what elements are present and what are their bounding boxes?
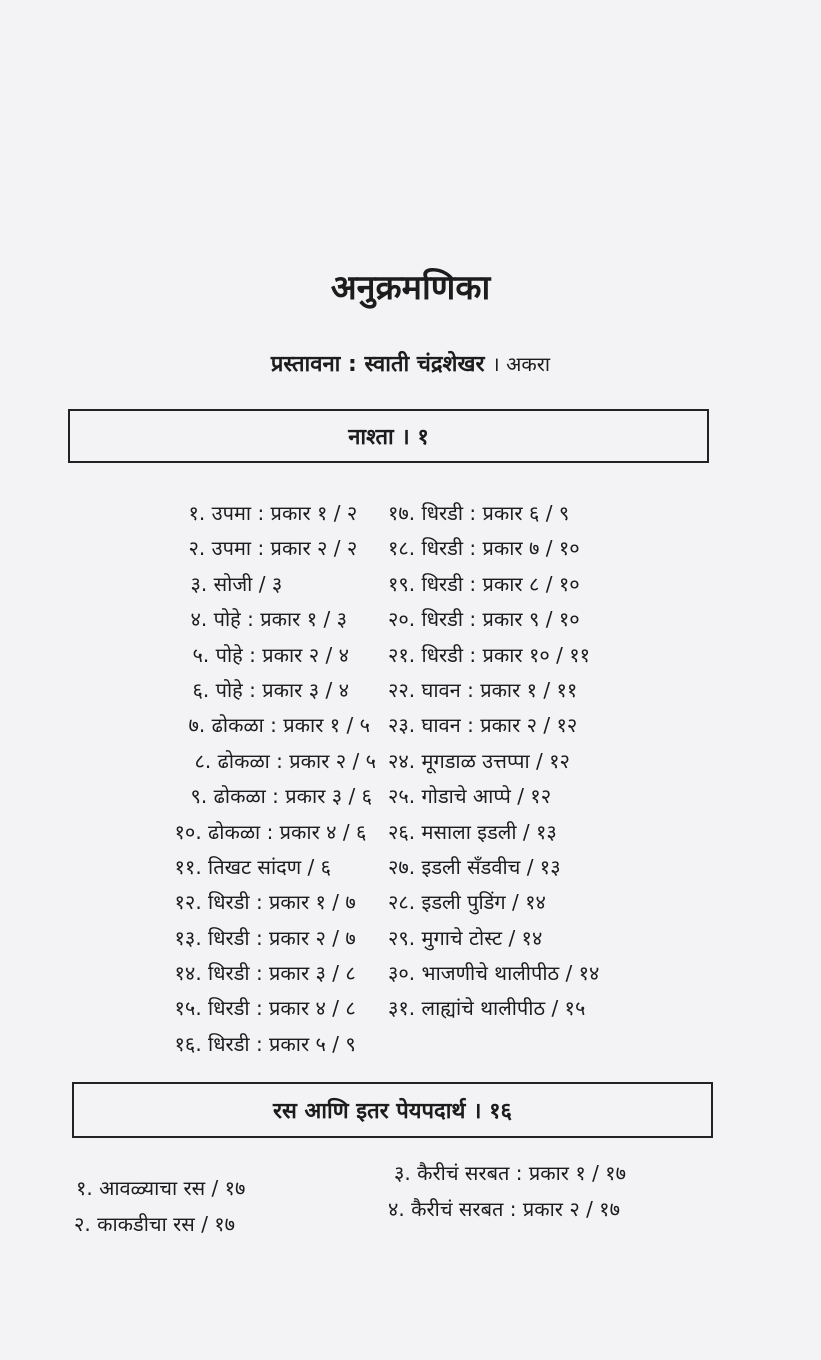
list-item: ५. पोहे : प्रकार २ / ४ xyxy=(192,642,349,667)
list-item: २. उपमा : प्रकार २ / २ xyxy=(188,536,358,561)
list-item: २०. धिरडी : प्रकार ९ / १० xyxy=(388,607,580,632)
preface-label: प्रस्तावना : स्वाती चंद्रशेखर xyxy=(270,352,485,377)
list-item: २७. इडली सँडवीच / १३ xyxy=(388,854,561,879)
list-item: १५. धिरडी : प्रकार ४ / ८ xyxy=(174,996,356,1021)
list-item: २२. घावन : प्रकार १ / ११ xyxy=(388,677,578,702)
list-item: १८. धिरडी : प्रकार ७ / १० xyxy=(388,536,580,561)
list-item: २३. घावन : प्रकार २ / १२ xyxy=(388,713,578,738)
list-item: ३१. लाह्यांचे थालीपीठ / १५ xyxy=(388,996,586,1021)
list-item: २६. मसाला इडली / १३ xyxy=(388,819,557,844)
list-item: २८. इडली पुडिंग / १४ xyxy=(388,890,546,915)
list-item: १४. धिरडी : प्रकार ३ / ८ xyxy=(174,961,356,986)
list-item: ४. कैरीचं सरबत : प्रकार २ / १७ xyxy=(388,1197,620,1221)
list-item: १९. धिरडी : प्रकार ८ / १० xyxy=(388,571,580,596)
list-item: २९. मुगाचे टोस्ट / १४ xyxy=(388,925,543,950)
page-title: अनुक्रमणिका xyxy=(330,268,491,308)
list-item: १७. धिरडी : प्रकार ६ / ९ xyxy=(388,501,570,525)
list-item: ३. कैरीचं सरबत : प्रकार १ / १७ xyxy=(394,1161,626,1185)
section-heading-juices xyxy=(72,1082,713,1138)
section-heading-text: रस आणि इतर पेयपदार्थ । १६ xyxy=(272,1099,512,1124)
preface-page: । अकरा xyxy=(492,352,551,376)
list-item: ८. ढोकळा : प्रकार २ / ५ xyxy=(194,748,376,773)
list-item: २. काकडीचा रस / १७ xyxy=(74,1212,236,1236)
section-heading-text: नाश्ता । १ xyxy=(348,425,429,450)
list-item: ९. ढोकळा : प्रकार ३ / ६ xyxy=(190,784,372,809)
list-item: १३. धिरडी : प्रकार २ / ७ xyxy=(174,925,356,950)
list-item: १. उपमा : प्रकार १ / २ xyxy=(188,501,358,525)
list-item: २४. मूगडाळ उत्तप्पा / १२ xyxy=(388,748,570,773)
list-item: ४. पोहे : प्रकार १ / ३ xyxy=(190,607,347,632)
list-item: १०. ढोकळा : प्रकार ४ / ६ xyxy=(174,819,367,844)
breakfast-right-list xyxy=(388,496,718,1027)
juices-right-list xyxy=(388,1155,718,1227)
list-item: १२. धिरडी : प्रकार १ / ७ xyxy=(174,890,356,915)
juices-left-list xyxy=(74,1170,374,1242)
list-item: २१. धिरडी : प्रकार १० / ११ xyxy=(388,642,591,667)
preface-line xyxy=(0,352,821,378)
list-item: ३. सोजी / ३ xyxy=(190,571,283,596)
list-item: १६. धिरडी : प्रकार ५ / ९ xyxy=(174,1031,356,1056)
list-item: १. आवळ्याचा रस / १७ xyxy=(76,1176,246,1200)
list-item: २५. गोडाचे आप्पे / १२ xyxy=(388,784,552,809)
list-item: ७. ढोकळा : प्रकार १ / ५ xyxy=(188,713,370,738)
list-item: ३०. भाजणीचे थालीपीठ / १४ xyxy=(388,961,600,986)
list-item: ११. तिखट सांदण / ६ xyxy=(174,854,332,879)
section-heading-breakfast xyxy=(68,409,709,463)
breakfast-left-list xyxy=(66,496,376,1062)
list-item: ६. पोहे : प्रकार ३ / ४ xyxy=(192,677,349,702)
